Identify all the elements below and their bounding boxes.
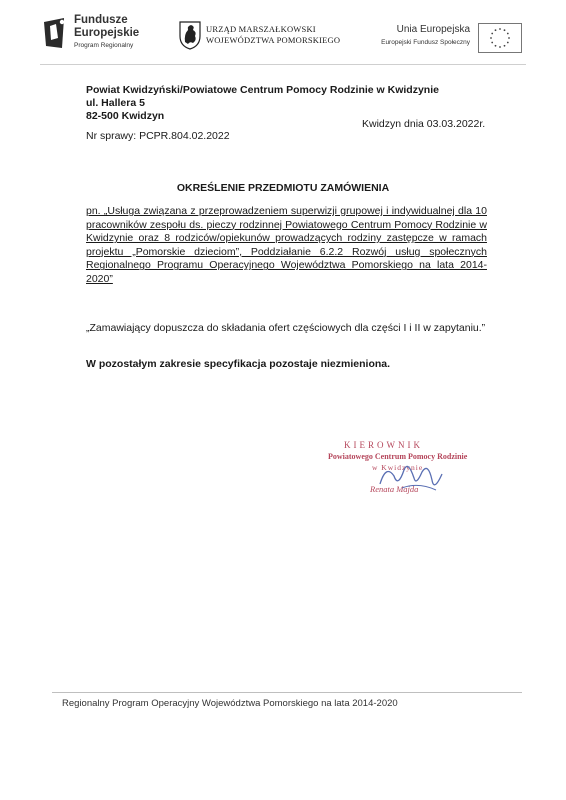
um-logo-line2: WOJEWÓDZTWA POMORSKIEGO (206, 35, 341, 45)
handwritten-signature (358, 454, 468, 498)
date-line: Kwidzyn dnia 03.03.2022r. (362, 118, 486, 130)
official-stamp (328, 440, 518, 506)
griffin-crest-icon (178, 20, 202, 50)
fe-logo-line3: Program Regionalny (74, 42, 134, 49)
urzad-marszalkowski-logo (178, 20, 358, 52)
stamp-line4: Renata Majda (370, 484, 419, 494)
sender-name: Powiat Kwidzyński/Powiatowe Centrum Pomocy Rodzinie w Kwidzynie (86, 84, 439, 96)
body-paragraph (86, 205, 487, 287)
fe-mark-icon (42, 16, 68, 50)
unia-europejska-logo (372, 20, 522, 56)
stamp-line3: w Kwidzynie (372, 463, 424, 472)
partial-offers-note: „Zamawiający dopuszcza do składania ofert częściowych dla części I i II w zapytaniu.” (86, 322, 486, 334)
final-statement: W pozostałym zakresie specyfikacja pozostaje niezmieniona. (86, 358, 391, 370)
sender-city: 82-500 Kwidzyn (86, 110, 165, 122)
footer-divider (52, 692, 522, 693)
case-number: Nr sprawy: PCPR.804.02.2022 (86, 130, 230, 142)
eu-flag-icon (478, 23, 522, 53)
fe-logo-line2: Europejskie (74, 27, 140, 39)
ue-logo-line1: Unia Europejska (396, 24, 470, 35)
um-logo-line1: URZĄD MARSZAŁKOWSKI (206, 24, 316, 34)
stamp-line1: KIEROWNIK (344, 440, 423, 450)
footer-text: Regionalny Program Operacyjny Województwa Pomorskiego na lata 2014-2020 (62, 698, 398, 709)
stamp-line2: Powiatowego Centrum Pomocy Rodzinie (328, 452, 468, 461)
document-title: OKREŚLENIE PRZEDMIOTU ZAMÓWIENIA (176, 182, 390, 194)
body-paragraph-text: pn. „Usługa związana z przeprowadzeniem superwizji grupowej i indywidualnej dla 10 pracowników zespołu ds. pieczy rodzinnej Powiatowego Centrum Pomocy Rodzinie w Kwidzynie oraz 8 rodziców/opiekunów prowadzących rodziny zastępcze w ramach projektu „Pomorskie dzieciom”, Poddziałanie 6.2.2 Rozwój usług społecznych Regionalnego Programu Operacyjnego Województwa Pomorskiego na lata 2014-2020” (86, 205, 487, 285)
sender-street: ul. Hallera 5 (86, 97, 145, 109)
ue-logo-line2: Europejski Fundusz Społeczny (381, 39, 470, 46)
fundusze-europejskie-logo (42, 14, 162, 56)
fe-logo-line1: Fundusze (74, 14, 128, 26)
header-divider (40, 64, 526, 65)
